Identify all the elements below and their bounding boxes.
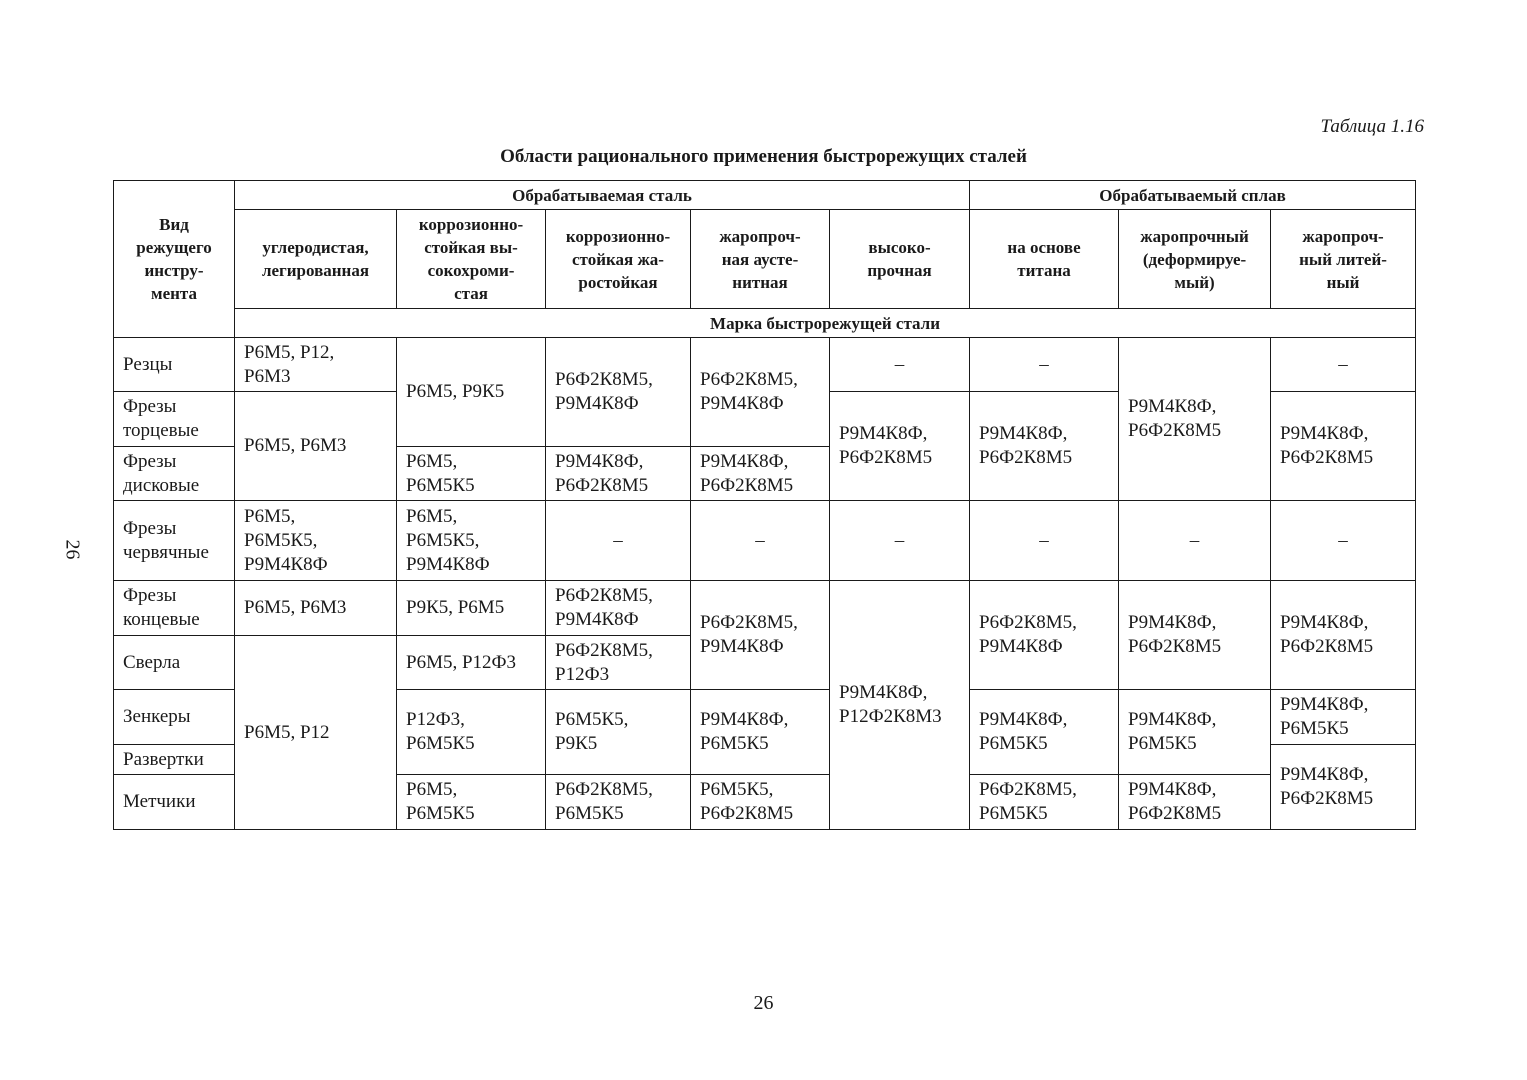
- table-cell: Р6М5, Р9К5: [397, 338, 546, 447]
- tool-name: Зенкеры: [114, 690, 235, 745]
- table-cell: Р9К5, Р6М5: [397, 581, 546, 636]
- table-cell: Р9М4К8Ф, Р6М5К5: [1119, 690, 1271, 775]
- table-cell: Р9М4К8Ф, Р6Ф2К8М5: [546, 447, 691, 501]
- table-cell: Р9М4К8Ф, Р6Ф2К8М5: [1119, 581, 1271, 690]
- table-cell: Р6Ф2К8М5, Р9М4К8Ф: [546, 338, 691, 447]
- tool-name: Резцы: [114, 338, 235, 392]
- header-processed-steel: Обрабатываемая сталь: [235, 181, 970, 210]
- header-col-wrought: жаропрочный (деформируе- мый): [1119, 210, 1271, 309]
- page-number: 26: [753, 992, 774, 1014]
- table-cell: Р6М5, Р12, Р6М3: [235, 338, 397, 392]
- table-row: [114, 338, 1416, 392]
- table-cell: Р6Ф2К8М5, Р9М4К8Ф: [691, 581, 830, 690]
- table-cell: Р6Ф2К8М5, Р12Ф3: [546, 636, 691, 690]
- table-cell: Р9М4К8Ф, Р6М5К5: [1271, 690, 1416, 745]
- table-cell: Р6Ф2К8М5, Р9М4К8Ф: [970, 581, 1119, 690]
- table-cell: Р6М5К5, Р6Ф2К8М5: [691, 775, 830, 830]
- header-col-heat-resistant: коррозионно- стойкая жа- ростойкая: [546, 210, 691, 309]
- table-cell: Р6Ф2К8М5, Р9М4К8Ф: [546, 581, 691, 636]
- table-cell: Р6Ф2К8М5, Р6М5К5: [970, 775, 1119, 830]
- header-col-cast: жаропроч- ный литей- ный: [1271, 210, 1416, 309]
- table-cell: –: [691, 501, 830, 581]
- table-cell: Р6М5, Р6М5К5: [397, 447, 546, 501]
- table-cell: Р9М4К8Ф, Р12Ф2К8М3: [830, 581, 970, 830]
- tool-name: Фрезы торцевые: [114, 392, 235, 447]
- table-row: [114, 501, 1416, 581]
- tool-name: Фрезы червячные: [114, 501, 235, 581]
- table-cell: Р9М4К8Ф, Р6Ф2К8М5: [1119, 338, 1271, 501]
- table-cell: Р9М4К8Ф, Р6Ф2К8М5: [1271, 581, 1416, 690]
- table-title: Области рационального применения быстрорежущих сталей: [500, 146, 1027, 167]
- table-cell: Р9М4К8Ф, Р6Ф2К8М5: [1271, 392, 1416, 501]
- header-col-high-strength: высоко- прочная: [830, 210, 970, 309]
- tool-name: Фрезы концевые: [114, 581, 235, 636]
- side-page-number: 26: [61, 539, 84, 560]
- table-cell: –: [1271, 338, 1416, 392]
- table-row: [114, 581, 1416, 636]
- table-cell: Р9М4К8Ф, Р6М5К5: [691, 690, 830, 775]
- table-cell: Р9М4К8Ф, Р6М5К5: [970, 690, 1119, 775]
- header-col-austenitic: жаропроч- ная аусте- нитная: [691, 210, 830, 309]
- table-cell: Р9М4К8Ф, Р6Ф2К8М5: [1119, 775, 1271, 830]
- table-cell: Р6М5, Р12Ф3: [397, 636, 546, 690]
- header-grade-row: Марка быстрорежущей стали: [235, 309, 1416, 338]
- table-cell: Р6М5, Р6М5К5, Р9М4К8Ф: [397, 501, 546, 581]
- tool-name: Сверла: [114, 636, 235, 690]
- steel-application-table: [113, 180, 1416, 830]
- table-cell: –: [970, 501, 1119, 581]
- header-col-high-chrome: коррозионно- стойкая вы- сокохроми- стая: [397, 210, 546, 309]
- table-cell: Р6М5, Р6М3: [235, 392, 397, 501]
- table-cell: –: [970, 338, 1119, 392]
- table-cell: Р9М4К8Ф, Р6Ф2К8М5: [970, 392, 1119, 501]
- table-cell: Р6М5, Р6М5К5, Р9М4К8Ф: [235, 501, 397, 581]
- table-cell: –: [1271, 501, 1416, 581]
- tool-name: Развертки: [114, 745, 235, 775]
- table-cell: –: [1119, 501, 1271, 581]
- header-col-carbon: углеродистая, легированная: [235, 210, 397, 309]
- table-cell: Р9М4К8Ф, Р6Ф2К8М5: [691, 447, 830, 501]
- header-processed-alloy: Обрабатываемый сплав: [970, 181, 1416, 210]
- table-cell: Р6М5, Р6М3: [235, 581, 397, 636]
- tool-name: Фрезы дисковые: [114, 447, 235, 501]
- table-cell: –: [830, 338, 970, 392]
- header-tool-type: Вид режущего инстру- мента: [114, 181, 235, 338]
- table-cell: Р6М5, Р6М5К5: [397, 775, 546, 830]
- table-cell: Р6Ф2К8М5, Р6М5К5: [546, 775, 691, 830]
- table-cell: Р6Ф2К8М5, Р9М4К8Ф: [691, 338, 830, 447]
- table-cell: Р6М5, Р12: [235, 636, 397, 830]
- table-cell: Р12Ф3, Р6М5К5: [397, 690, 546, 775]
- table-cell: Р6М5К5, Р9К5: [546, 690, 691, 775]
- tool-name: Метчики: [114, 775, 235, 830]
- header-col-titanium: на основе титана: [970, 210, 1119, 309]
- table-cell: Р9М4К8Ф, Р6Ф2К8М5: [830, 392, 970, 501]
- table-number: Таблица 1.16: [1320, 116, 1424, 137]
- table-cell: –: [546, 501, 691, 581]
- table-cell: –: [830, 501, 970, 581]
- table-cell: Р9М4К8Ф, Р6Ф2К8М5: [1271, 745, 1416, 830]
